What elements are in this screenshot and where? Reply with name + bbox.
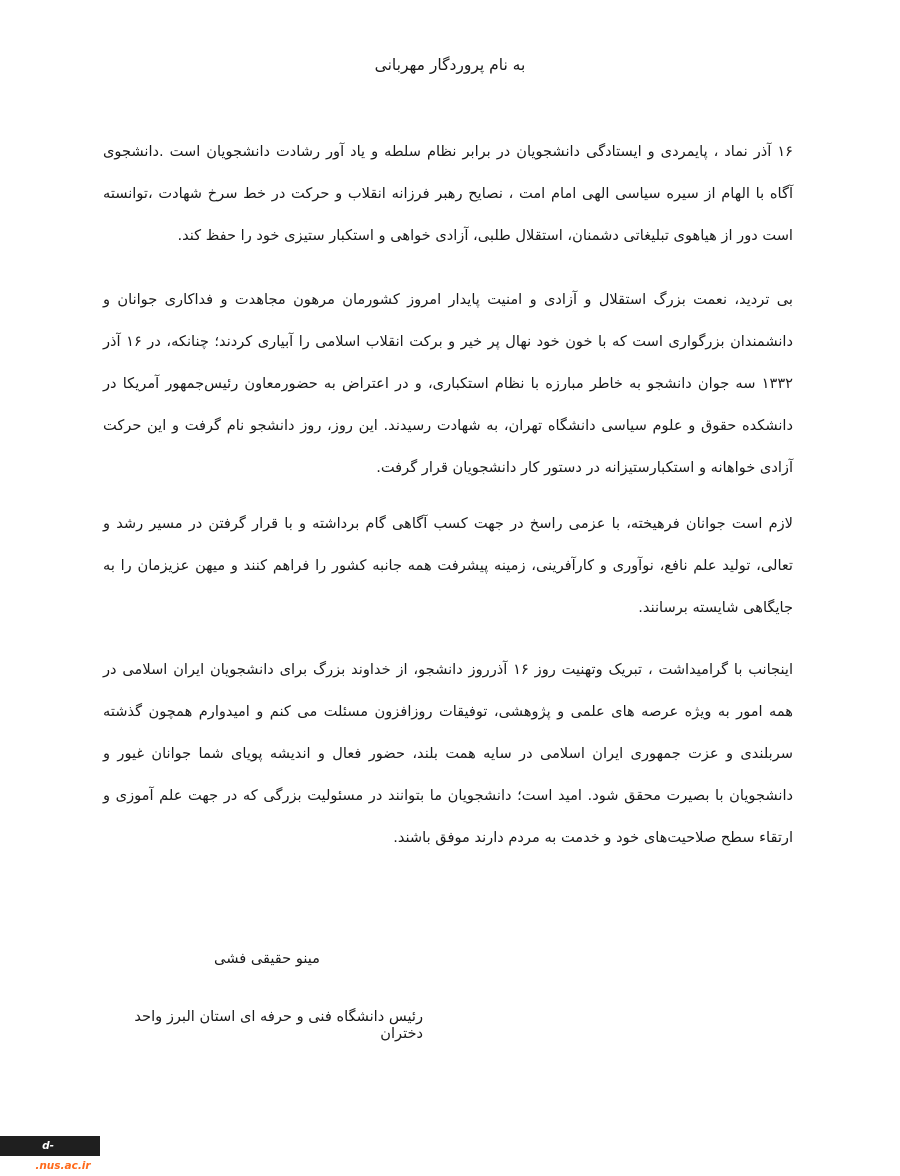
paragraph-1: ۱۶ آذر نماد ، پایمردی و ایستادگی دانشجویان در برابر نظام سلطه و یاد آور رشادت دانشجویان است .دانشجوی آگاه با الهام از سیره سیاسی الهی امام امت ، نصایح رهبر فرزانه انقلاب و حرکت در خط سرخ شهادت ،توانسته است دور از هیاهوی تبلیغاتی دشمنان، استقلال طلبی، آزادی خواهی و استکبار ستیزی خود را حفظ کند. <box>103 143 793 244</box>
paragraph-3: لازم است جوانان فرهیخته، با عزمی راسخ در جهت کسب آگاهی گام برداشته و با قرار گرفتن در مسیر رشد و تعالی، تولید علم نافع، نوآوری و کارآفرینی، زمینه پیشرفت همه جانبه کشور را فراهم کنند و میهن عزیزمان را به جایگاهی شایسته برسانند. <box>103 515 793 616</box>
watermark-prefix: d-karaj <box>5 1140 54 1172</box>
signer-title: رئیس دانشگاه فنی و حرفه ای استان البرز واحد دختران <box>134 1008 423 1042</box>
watermark-suffix: .nus.ac.ir <box>35 1160 91 1172</box>
paragraph-4: اینجانب با گرامیداشت ، تبریک وتهنیت روز ۱۶ آذرروز دانشجو، از خداوند بزرگ برای دانشجویان ایران اسلامی در همه امور به ویژه عرصه های علمی و پژوهشی، توفیقات روزافزون مسئلت می کنم و امیدوارم همچون گذشته سربلندی و عزت جمهوری ایران اسلامی در سایه همت بلند، حضور فعال و اندیشه پویای شما جوانان غیور و دانشجویان با بصیرت محقق شود. امید است؛ دانشجویان ما بتوانند در مسئولیت بزرگی که در جهت علم آموزی و ارتقاء سطح صلاحیت‌های خود و خدمت به مردم دارند موفق باشند. <box>103 661 793 846</box>
site-watermark <box>0 1136 100 1172</box>
document-heading: به نام پروردگار مهربانی <box>374 56 526 74</box>
signer-name: مینو حقیقی فشی <box>214 950 320 967</box>
paragraph-2: بی تردید، نعمت بزرگ استقلال و آزادی و امنیت پایدار امروز کشورمان مرهون مجاهدت و فداکاری جوانان و دانشمندان بزرگواری است که با خون خود نهال پر خیر و برکت انقلاب اسلامی را آبیاری کردند؛ چنانکه، در ۱۶ آذر ۱۳۳۲ سه جوان دانشجو به خاطر مبارزه با نظام استکباری، و در اعتراض به حضورمعاون رئیس‌جمهور آمریکا در دانشکده حقوق و علوم سیاسی دانشگاه تهران، به شهادت رسیدند. این روز، روز دانشجو نام گرفت و این حرکت آزادی خواهانه و استکبارستیزانه در دستور کار دانشجویان قرار گرفت. <box>103 291 793 476</box>
